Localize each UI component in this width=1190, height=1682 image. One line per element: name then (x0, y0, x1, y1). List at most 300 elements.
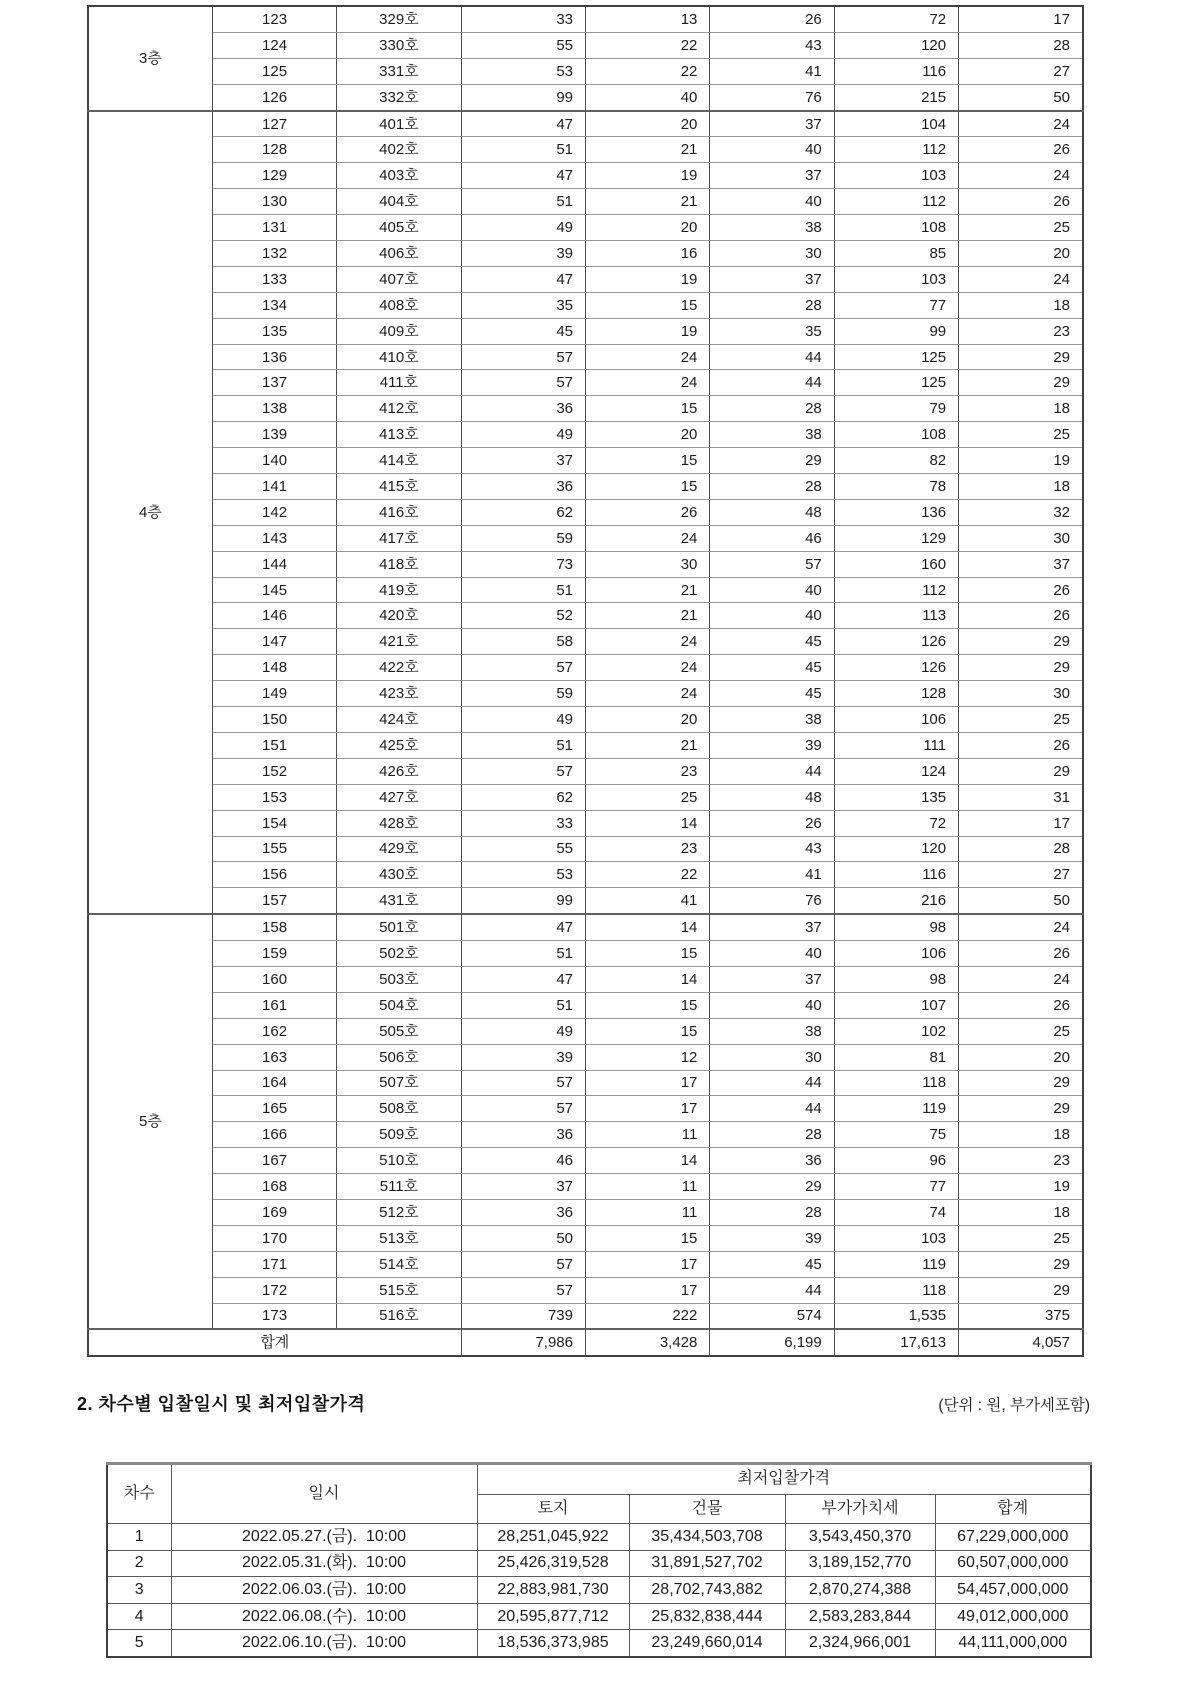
unit-no-cell: 419호 (337, 577, 461, 603)
table-row (88, 32, 1083, 58)
header-total: 합계 (935, 1494, 1091, 1524)
row-no-cell: 153 (212, 784, 336, 810)
table-row (88, 396, 1083, 422)
value-cell: 17 (586, 1096, 710, 1122)
value-cell: 21 (586, 732, 710, 758)
value-cell: 57 (461, 1277, 585, 1303)
table-row (88, 163, 1083, 189)
unit-no-cell: 409호 (337, 318, 461, 344)
unit-no-cell: 514호 (337, 1251, 461, 1277)
value-cell: 98 (834, 914, 958, 940)
table-row (88, 1122, 1083, 1148)
value-cell: 44 (710, 758, 834, 784)
unit-no-cell: 503호 (337, 966, 461, 992)
summary-value-cell: 3,428 (586, 1329, 710, 1356)
row-no-cell: 163 (212, 1044, 336, 1070)
table-row (88, 1174, 1083, 1200)
value-cell: 16 (586, 241, 710, 267)
value-cell: 19 (586, 163, 710, 189)
value-cell: 44 (710, 1096, 834, 1122)
land-price-cell: 18,536,373,985 (477, 1630, 629, 1657)
summary-label-cell: 합계 (88, 1329, 461, 1356)
value-cell: 76 (710, 84, 834, 110)
value-cell: 375 (959, 1303, 1083, 1329)
value-cell: 41 (710, 862, 834, 888)
row-no-cell: 151 (212, 732, 336, 758)
unit-no-cell: 429호 (337, 836, 461, 862)
value-cell: 40 (586, 84, 710, 110)
table-row (88, 810, 1083, 836)
table-row (88, 1251, 1083, 1277)
value-cell: 57 (461, 344, 585, 370)
building-price-cell: 35,434,503,708 (629, 1524, 785, 1551)
value-cell: 44 (710, 1070, 834, 1096)
value-cell: 24 (959, 111, 1083, 137)
value-cell: 14 (586, 810, 710, 836)
row-no-cell: 165 (212, 1096, 336, 1122)
datetime-cell: 2022.06.10.(금). 10:00 (171, 1630, 477, 1657)
value-cell: 39 (710, 732, 834, 758)
unit-no-cell: 428호 (337, 810, 461, 836)
summary-value-cell: 17,613 (834, 1329, 958, 1356)
row-no-cell: 133 (212, 266, 336, 292)
value-cell: 22 (586, 32, 710, 58)
row-no-cell: 168 (212, 1174, 336, 1200)
row-no-cell: 144 (212, 551, 336, 577)
value-cell: 24 (959, 266, 1083, 292)
value-cell: 37 (461, 1174, 585, 1200)
unit-no-cell: 332호 (337, 84, 461, 110)
value-cell: 18 (959, 1122, 1083, 1148)
value-cell: 37 (710, 111, 834, 137)
value-cell: 74 (834, 1199, 958, 1225)
row-no-cell: 164 (212, 1070, 336, 1096)
unit-no-cell: 402호 (337, 137, 461, 163)
value-cell: 25 (959, 215, 1083, 241)
value-cell: 99 (461, 84, 585, 110)
value-cell: 20 (586, 422, 710, 448)
value-cell: 17 (959, 6, 1083, 32)
value-cell: 19 (586, 318, 710, 344)
round-cell: 5 (107, 1630, 171, 1657)
unit-no-cell: 405호 (337, 215, 461, 241)
row-no-cell: 123 (212, 6, 336, 32)
building-price-cell: 25,832,838,444 (629, 1603, 785, 1630)
header-vat: 부가가치세 (785, 1494, 935, 1524)
value-cell: 98 (834, 966, 958, 992)
unit-no-cell: 406호 (337, 241, 461, 267)
value-cell: 25 (959, 1225, 1083, 1251)
value-cell: 26 (710, 6, 834, 32)
value-cell: 62 (461, 784, 585, 810)
unit-no-cell: 412호 (337, 396, 461, 422)
value-cell: 77 (834, 1174, 958, 1200)
table-row (88, 474, 1083, 500)
row-no-cell: 134 (212, 292, 336, 318)
value-cell: 126 (834, 629, 958, 655)
land-price-cell: 20,595,877,712 (477, 1603, 629, 1630)
value-cell: 50 (959, 84, 1083, 110)
header-round: 차수 (107, 1464, 171, 1524)
value-cell: 50 (959, 888, 1083, 914)
row-no-cell: 131 (212, 215, 336, 241)
value-cell: 128 (834, 681, 958, 707)
bid-row (107, 1550, 1091, 1577)
table-row (88, 525, 1083, 551)
value-cell: 37 (959, 551, 1083, 577)
value-cell: 25 (959, 707, 1083, 733)
floor-label-cell: 3층 (88, 6, 212, 111)
table-row (88, 1070, 1083, 1096)
unit-no-cell: 502호 (337, 941, 461, 967)
round-cell: 3 (107, 1577, 171, 1604)
row-no-cell: 160 (212, 966, 336, 992)
building-price-cell: 28,702,743,882 (629, 1577, 785, 1604)
table-row (88, 137, 1083, 163)
value-cell: 55 (461, 32, 585, 58)
table-row (88, 292, 1083, 318)
value-cell: 15 (586, 941, 710, 967)
value-cell: 99 (834, 318, 958, 344)
row-no-cell: 172 (212, 1277, 336, 1303)
value-cell: 36 (461, 396, 585, 422)
value-cell: 1,535 (834, 1303, 958, 1329)
value-cell: 22 (586, 58, 710, 84)
value-cell: 30 (959, 525, 1083, 551)
total-price-cell: 49,012,000,000 (935, 1603, 1091, 1630)
row-no-cell: 147 (212, 629, 336, 655)
value-cell: 39 (461, 1044, 585, 1070)
table-row (88, 992, 1083, 1018)
unit-no-cell: 510호 (337, 1148, 461, 1174)
row-no-cell: 149 (212, 681, 336, 707)
value-cell: 20 (959, 1044, 1083, 1070)
value-cell: 20 (586, 111, 710, 137)
value-cell: 37 (710, 163, 834, 189)
value-cell: 79 (834, 396, 958, 422)
value-cell: 20 (959, 241, 1083, 267)
value-cell: 23 (586, 758, 710, 784)
row-no-cell: 140 (212, 448, 336, 474)
value-cell: 160 (834, 551, 958, 577)
table-row (88, 629, 1083, 655)
value-cell: 15 (586, 474, 710, 500)
row-no-cell: 161 (212, 992, 336, 1018)
row-no-cell: 146 (212, 603, 336, 629)
value-cell: 36 (461, 1199, 585, 1225)
value-cell: 40 (710, 941, 834, 967)
value-cell: 25 (959, 1018, 1083, 1044)
value-cell: 77 (834, 292, 958, 318)
table-row (88, 58, 1083, 84)
value-cell: 24 (586, 344, 710, 370)
unit-no-cell: 408호 (337, 292, 461, 318)
value-cell: 33 (461, 6, 585, 32)
value-cell: 103 (834, 266, 958, 292)
total-price-cell: 54,457,000,000 (935, 1577, 1091, 1604)
value-cell: 216 (834, 888, 958, 914)
value-cell: 28 (710, 292, 834, 318)
unit-no-cell: 507호 (337, 1070, 461, 1096)
header-building: 건물 (629, 1494, 785, 1524)
value-cell: 111 (834, 732, 958, 758)
value-cell: 29 (959, 1251, 1083, 1277)
value-cell: 53 (461, 862, 585, 888)
value-cell: 15 (586, 448, 710, 474)
value-cell: 62 (461, 499, 585, 525)
value-cell: 103 (834, 163, 958, 189)
value-cell: 26 (710, 810, 834, 836)
value-cell: 21 (586, 603, 710, 629)
value-cell: 28 (710, 1122, 834, 1148)
value-cell: 20 (586, 707, 710, 733)
unit-no-cell: 330호 (337, 32, 461, 58)
unit-no-cell: 504호 (337, 992, 461, 1018)
unit-no-cell: 404호 (337, 189, 461, 215)
value-cell: 38 (710, 1018, 834, 1044)
value-cell: 29 (959, 629, 1083, 655)
value-cell: 18 (959, 292, 1083, 318)
value-cell: 19 (959, 448, 1083, 474)
value-cell: 51 (461, 137, 585, 163)
value-cell: 27 (959, 862, 1083, 888)
value-cell: 11 (586, 1122, 710, 1148)
value-cell: 49 (461, 1018, 585, 1044)
value-cell: 28 (959, 836, 1083, 862)
building-price-cell: 23,249,660,014 (629, 1630, 785, 1657)
value-cell: 46 (461, 1148, 585, 1174)
row-no-cell: 135 (212, 318, 336, 344)
value-cell: 28 (710, 1199, 834, 1225)
summary-row (88, 1329, 1083, 1356)
table-row (88, 6, 1083, 32)
value-cell: 135 (834, 784, 958, 810)
value-cell: 26 (959, 189, 1083, 215)
row-no-cell: 170 (212, 1225, 336, 1251)
value-cell: 81 (834, 1044, 958, 1070)
value-cell: 120 (834, 32, 958, 58)
summary-value-cell: 6,199 (710, 1329, 834, 1356)
value-cell: 102 (834, 1018, 958, 1044)
value-cell: 14 (586, 966, 710, 992)
value-cell: 108 (834, 215, 958, 241)
table-row (88, 499, 1083, 525)
value-cell: 51 (461, 732, 585, 758)
unit-no-cell: 425호 (337, 732, 461, 758)
value-cell: 17 (959, 810, 1083, 836)
row-no-cell: 136 (212, 344, 336, 370)
unit-no-cell: 329호 (337, 6, 461, 32)
value-cell: 24 (586, 525, 710, 551)
section2-header (77, 1390, 1090, 1416)
value-cell: 29 (959, 1096, 1083, 1122)
table-row (88, 784, 1083, 810)
value-cell: 57 (461, 655, 585, 681)
value-cell: 57 (461, 1070, 585, 1096)
value-cell: 53 (461, 58, 585, 84)
value-cell: 44 (710, 344, 834, 370)
row-no-cell: 159 (212, 941, 336, 967)
unit-no-cell: 430호 (337, 862, 461, 888)
row-no-cell: 142 (212, 499, 336, 525)
table-row (88, 422, 1083, 448)
value-cell: 106 (834, 941, 958, 967)
value-cell: 125 (834, 344, 958, 370)
table-row (88, 941, 1083, 967)
value-cell: 116 (834, 58, 958, 84)
datetime-cell: 2022.06.08.(수). 10:00 (171, 1603, 477, 1630)
table-row (88, 241, 1083, 267)
datetime-cell: 2022.05.27.(금). 10:00 (171, 1524, 477, 1551)
value-cell: 118 (834, 1070, 958, 1096)
unit-no-cell: 508호 (337, 1096, 461, 1122)
bid-schedule-table (106, 1462, 1092, 1658)
row-no-cell: 156 (212, 862, 336, 888)
value-cell: 38 (710, 215, 834, 241)
header-datetime: 일시 (171, 1464, 477, 1524)
value-cell: 29 (710, 1174, 834, 1200)
table-row (88, 448, 1083, 474)
unit-no-cell: 331호 (337, 58, 461, 84)
round-cell: 4 (107, 1603, 171, 1630)
datetime-cell: 2022.05.31.(화). 10:00 (171, 1550, 477, 1577)
table-row (88, 370, 1083, 396)
value-cell: 49 (461, 707, 585, 733)
row-no-cell: 132 (212, 241, 336, 267)
table-row (88, 111, 1083, 137)
floor-label-cell: 5층 (88, 914, 212, 1329)
value-cell: 58 (461, 629, 585, 655)
value-cell: 43 (710, 836, 834, 862)
value-cell: 85 (834, 241, 958, 267)
value-cell: 47 (461, 111, 585, 137)
total-price-cell: 67,229,000,000 (935, 1524, 1091, 1551)
value-cell: 107 (834, 992, 958, 1018)
value-cell: 43 (710, 32, 834, 58)
vat-cell: 3,543,450,370 (785, 1524, 935, 1551)
row-no-cell: 157 (212, 888, 336, 914)
unit-no-cell: 415호 (337, 474, 461, 500)
value-cell: 18 (959, 1199, 1083, 1225)
bid-row (107, 1603, 1091, 1630)
value-cell: 28 (959, 32, 1083, 58)
value-cell: 72 (834, 810, 958, 836)
row-no-cell: 126 (212, 84, 336, 110)
row-no-cell: 128 (212, 137, 336, 163)
unit-no-cell: 417호 (337, 525, 461, 551)
value-cell: 40 (710, 992, 834, 1018)
table-row (88, 1148, 1083, 1174)
value-cell: 22 (586, 862, 710, 888)
value-cell: 57 (461, 370, 585, 396)
table-row (88, 707, 1083, 733)
unit-no-cell: 410호 (337, 344, 461, 370)
land-price-cell: 28,251,045,922 (477, 1524, 629, 1551)
value-cell: 51 (461, 992, 585, 1018)
section2-title: 2. 차수별 입찰일시 및 최저입찰가격 (77, 1394, 366, 1414)
value-cell: 40 (710, 137, 834, 163)
table-row (88, 1018, 1083, 1044)
value-cell: 40 (710, 189, 834, 215)
table-row (88, 1277, 1083, 1303)
value-cell: 18 (959, 396, 1083, 422)
value-cell: 118 (834, 1277, 958, 1303)
table-row (88, 888, 1083, 914)
unit-no-cell: 515호 (337, 1277, 461, 1303)
value-cell: 15 (586, 992, 710, 1018)
value-cell: 38 (710, 422, 834, 448)
value-cell: 36 (710, 1148, 834, 1174)
row-no-cell: 154 (212, 810, 336, 836)
value-cell: 57 (461, 758, 585, 784)
value-cell: 15 (586, 1225, 710, 1251)
value-cell: 41 (586, 888, 710, 914)
value-cell: 11 (586, 1174, 710, 1200)
value-cell: 26 (959, 577, 1083, 603)
value-cell: 26 (959, 603, 1083, 629)
value-cell: 24 (586, 655, 710, 681)
value-cell: 45 (710, 629, 834, 655)
unit-no-cell: 505호 (337, 1018, 461, 1044)
unit-no-cell: 516호 (337, 1303, 461, 1329)
value-cell: 30 (586, 551, 710, 577)
value-cell: 119 (834, 1096, 958, 1122)
value-cell: 33 (461, 810, 585, 836)
table-row (88, 862, 1083, 888)
value-cell: 17 (586, 1070, 710, 1096)
value-cell: 82 (834, 448, 958, 474)
value-cell: 45 (710, 1251, 834, 1277)
row-no-cell: 169 (212, 1199, 336, 1225)
value-cell: 35 (710, 318, 834, 344)
unit-no-cell: 401호 (337, 111, 461, 137)
bid-row (107, 1524, 1091, 1551)
header-land: 토지 (477, 1494, 629, 1524)
table-row (88, 1199, 1083, 1225)
value-cell: 11 (586, 1199, 710, 1225)
row-no-cell: 155 (212, 836, 336, 862)
value-cell: 47 (461, 163, 585, 189)
value-cell: 126 (834, 655, 958, 681)
value-cell: 59 (461, 525, 585, 551)
unit-no-cell: 509호 (337, 1122, 461, 1148)
value-cell: 24 (959, 914, 1083, 940)
value-cell: 47 (461, 266, 585, 292)
row-no-cell: 143 (212, 525, 336, 551)
value-cell: 46 (710, 525, 834, 551)
table-row (88, 914, 1083, 940)
value-cell: 112 (834, 137, 958, 163)
unit-no-cell: 511호 (337, 1174, 461, 1200)
value-cell: 52 (461, 603, 585, 629)
bid-row (107, 1577, 1091, 1604)
row-no-cell: 148 (212, 655, 336, 681)
row-no-cell: 150 (212, 707, 336, 733)
row-no-cell: 124 (212, 32, 336, 58)
value-cell: 48 (710, 784, 834, 810)
value-cell: 57 (461, 1251, 585, 1277)
value-cell: 29 (710, 448, 834, 474)
summary-value-cell: 7,986 (461, 1329, 585, 1356)
value-cell: 26 (959, 992, 1083, 1018)
value-cell: 37 (710, 266, 834, 292)
vat-cell: 2,870,274,388 (785, 1577, 935, 1604)
land-price-cell: 22,883,981,730 (477, 1577, 629, 1604)
table-row (88, 266, 1083, 292)
unit-no-cell: 422호 (337, 655, 461, 681)
value-cell: 99 (461, 888, 585, 914)
table-row (88, 603, 1083, 629)
